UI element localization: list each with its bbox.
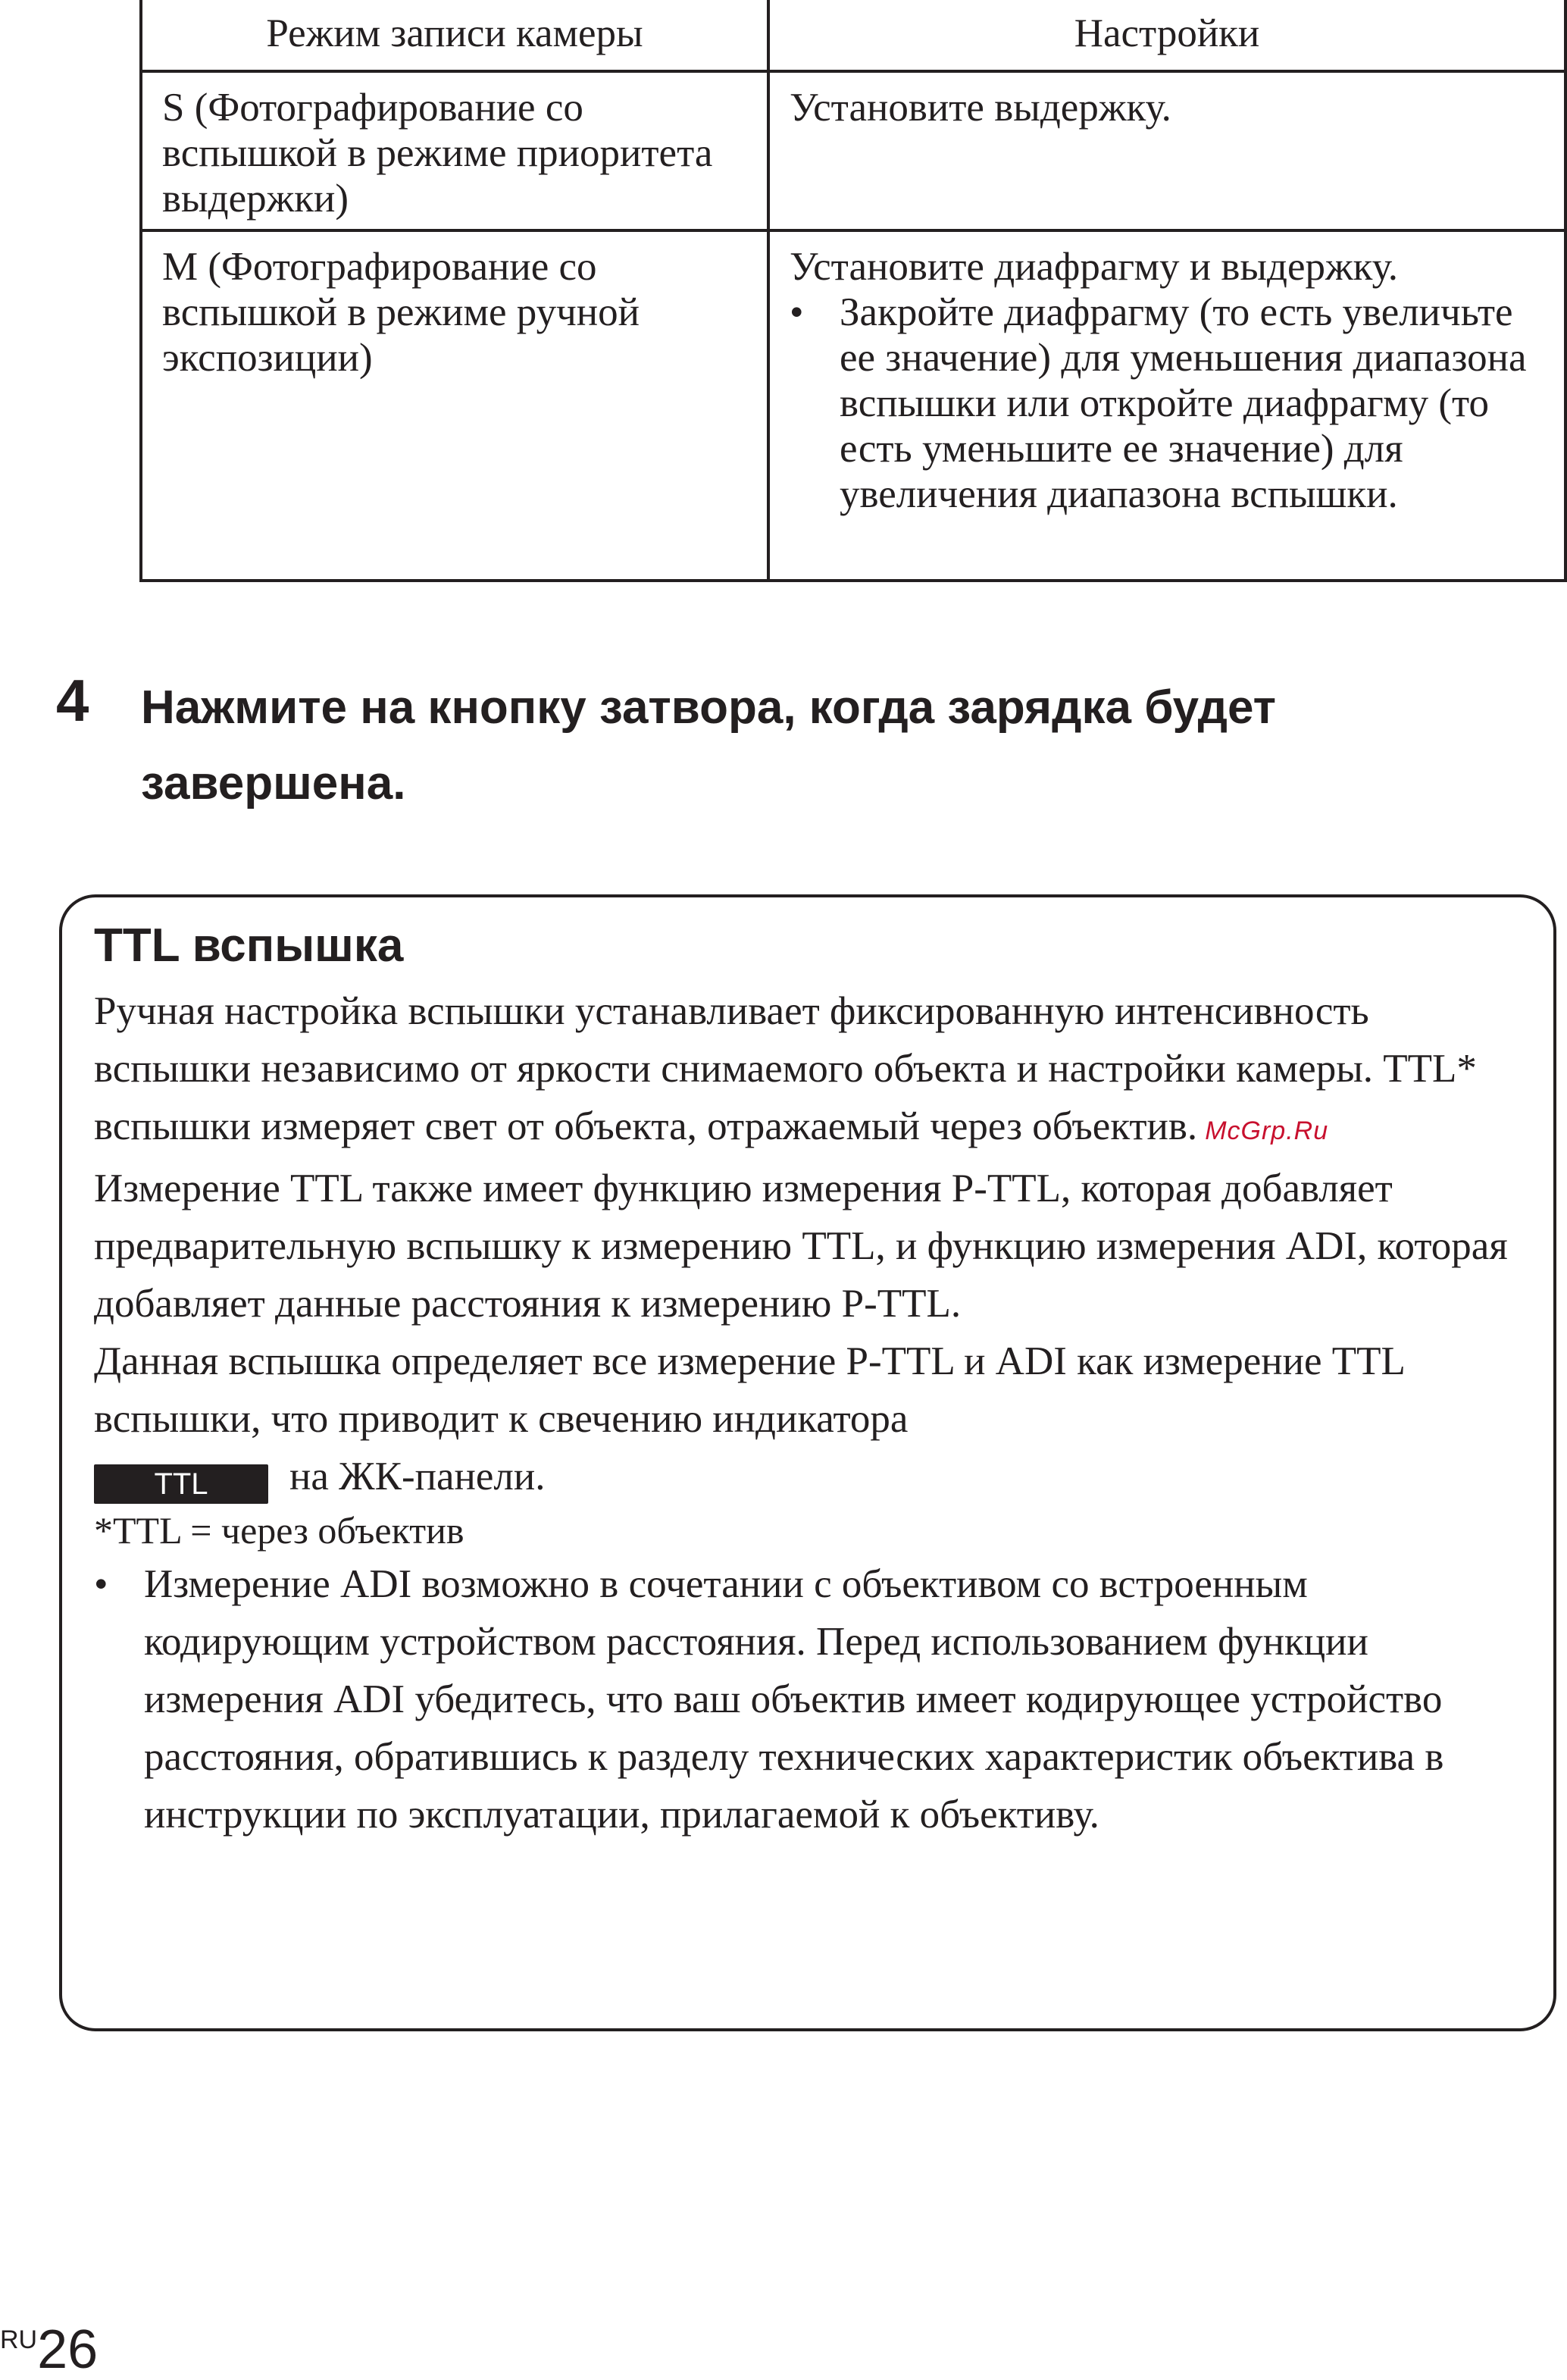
- table-cell-bullet: [790, 290, 1544, 517]
- step-text: Нажмите на кнопку затвора, когда зарядка будет завершена.: [141, 681, 1276, 810]
- note-title: TTL вспышка: [94, 919, 404, 972]
- note-body: [94, 982, 1534, 1843]
- note-paragraph-3-tail: на ЖК-панели.: [289, 1455, 546, 1498]
- table-cell-setting: Установите выдержку.: [768, 71, 1565, 230]
- table-cell-mode: M (Фотографирование со вспышкой в режиме ручной экспозиции): [141, 230, 768, 581]
- ttl-note-box: [59, 894, 1556, 2031]
- page-number-value: 26: [37, 2319, 99, 2380]
- note-bullet-text: Измерение ADI возможно в сочетании с объективом со встроенным кодирующим устройством расстояния. Перед использованием функции измерения ADI убедитесь, что ваш объектив имеет кодирующее устройство расстояния, обратившись к разделу технических характеристик объектива в инструкции по эксплуатации, прилагаемой к объективу.: [144, 1562, 1444, 1837]
- table-header-row: [141, 0, 1565, 71]
- flash-mode-table: [139, 0, 1567, 582]
- bullet-icon: •: [790, 290, 804, 334]
- note-bullet: [94, 1555, 1534, 1843]
- ttl-indicator-badge: TTL: [94, 1464, 268, 1504]
- note-paragraph-1: Ручная настройка вспышки устанавливает фиксированную интенсивность вспышки независимо от яркости снимаемого объекта и настройки камеры. TTL* вспышки измеряет свет от объекта, отражаемый через объектив.: [94, 989, 1477, 1148]
- note-paragraph-3: Данная вспышка определяет все измерение P-TTL и ADI как измерение TTL вспышки, что приводит к свечению индикатора: [94, 1339, 1404, 1441]
- watermark: McGrp.Ru: [1205, 1116, 1329, 1145]
- note-paragraph: [94, 982, 1534, 1160]
- note-paragraph-2: Измерение TTL также имеет функцию измерения P-TTL, которая добавляет предварительную вспышку к измерению TTL, и функцию измерения ADI, которая добавляет данные расстояния к измерению P-TTL.: [94, 1167, 1508, 1326]
- table-row: [141, 71, 1565, 230]
- note-paragraph: [94, 1332, 1534, 1505]
- table-row: [141, 230, 1565, 581]
- table-header-mode: Режим записи камеры: [141, 0, 768, 71]
- table-cell-mode: S (Фотографирование со вспышкой в режиме приоритета выдержки): [141, 71, 768, 230]
- page-language: RU: [0, 2325, 38, 2354]
- table-cell-bullet-text: Закройте диафрагму (то есть увеличьте ее значение) для уменьшения диапазона вспышки или откройте диафрагму (то есть уменьшите ее значение) для увеличения диапазона вспышки.: [840, 290, 1527, 516]
- table-header-settings: Настройки: [768, 0, 1565, 71]
- table-cell-setting-text: Установите диафрагму и выдержку.: [790, 245, 1399, 289]
- page-number: [0, 2319, 98, 2380]
- table-cell-setting: [768, 230, 1565, 581]
- bullet-icon: •: [94, 1562, 108, 1606]
- note-footnote: *TTL = через объектив: [94, 1509, 464, 1552]
- step-number: 4: [56, 667, 89, 734]
